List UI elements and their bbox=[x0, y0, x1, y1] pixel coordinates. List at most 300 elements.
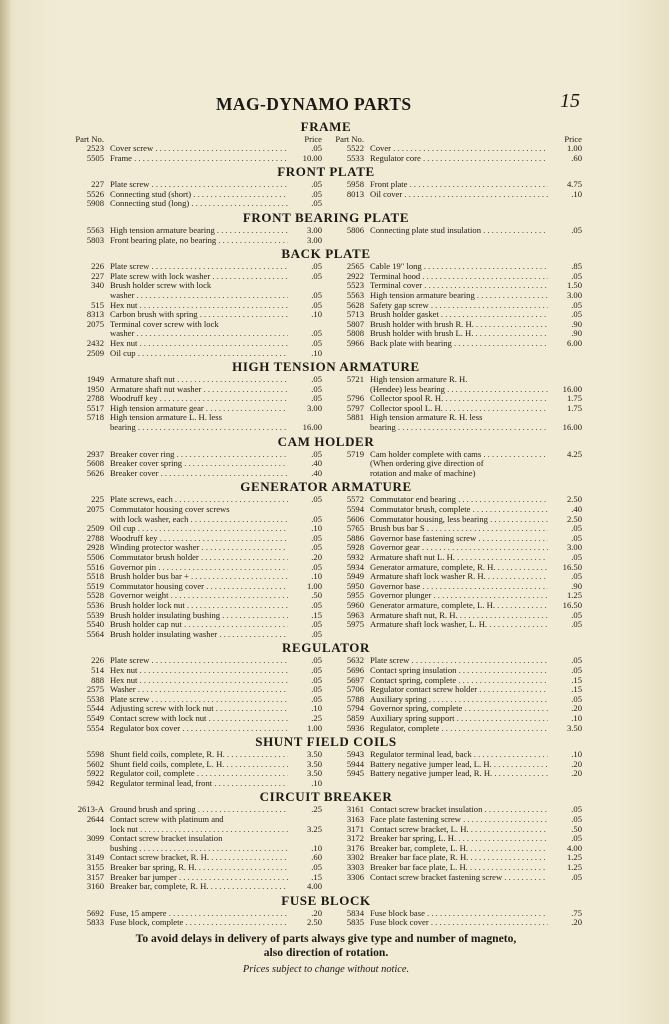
part-price: 16.50 bbox=[562, 561, 582, 572]
page-title: MAG-DYNAMO PARTS bbox=[216, 94, 412, 114]
column-right bbox=[326, 495, 586, 639]
table-row bbox=[326, 272, 586, 282]
table-row bbox=[66, 825, 326, 835]
table-row bbox=[66, 495, 326, 505]
section-columns bbox=[66, 262, 586, 358]
part-number: 5692 bbox=[86, 907, 104, 918]
part-price: 16.00 bbox=[302, 422, 322, 433]
part-description: Governor gear . . . bbox=[370, 543, 548, 553]
part-price: 1.00 bbox=[566, 143, 582, 153]
part-description: Plate screw . . . bbox=[110, 180, 288, 190]
part-price: 10.00 bbox=[302, 152, 322, 163]
table-row bbox=[66, 534, 326, 544]
part-description: Armature shaft lock washer R. H. . . . bbox=[370, 572, 548, 582]
part-description: Brush holder with brush L. H. . . . bbox=[370, 329, 548, 339]
table-row bbox=[66, 863, 326, 873]
part-description: Terminal cover . . . bbox=[370, 281, 548, 291]
table-row bbox=[66, 404, 326, 414]
table-row bbox=[66, 704, 326, 714]
part-description: Breaker bar spring, L. H. . . . bbox=[370, 834, 548, 844]
part-description: Commutator brush, complete . . . bbox=[370, 505, 548, 515]
table-row bbox=[66, 524, 326, 534]
part-description: Contact screw with lock nut . . . bbox=[110, 714, 288, 724]
part-price: .05 bbox=[311, 383, 322, 394]
part-price: .20 bbox=[571, 917, 582, 928]
part-price: .05 bbox=[571, 693, 582, 704]
part-number: 5696 bbox=[346, 664, 364, 675]
table-row bbox=[66, 515, 326, 525]
part-number: 5628 bbox=[346, 299, 364, 310]
part-price: .05 bbox=[311, 261, 322, 272]
section-title: FRONT PLATE bbox=[277, 164, 375, 180]
part-description: Battery negative jumper lead, L. H. . . . bbox=[370, 760, 548, 770]
column-right bbox=[326, 450, 586, 479]
table-row bbox=[326, 656, 586, 666]
table-row bbox=[66, 676, 326, 686]
table-row bbox=[326, 844, 586, 854]
part-price: .15 bbox=[311, 871, 322, 882]
part-price: .10 bbox=[571, 712, 582, 723]
table-row bbox=[66, 385, 326, 395]
part-number: 227 bbox=[91, 179, 104, 190]
part-description: Winding protector washer . . . bbox=[110, 543, 288, 553]
part-description: Breaker bar face plate, L. H. . . . bbox=[370, 863, 548, 873]
page-number: 15 bbox=[560, 90, 580, 112]
table-row bbox=[326, 423, 586, 433]
part-price: 4.25 bbox=[566, 448, 582, 459]
part-price: .05 bbox=[571, 571, 582, 582]
part-price: .05 bbox=[311, 393, 322, 404]
parts-list bbox=[66, 90, 586, 975]
part-description: Contact spring insulation . . . bbox=[370, 666, 548, 676]
part-description: High tension armature R. H. bbox=[370, 375, 468, 385]
table-row bbox=[326, 310, 586, 320]
part-number: 3099 bbox=[86, 833, 104, 844]
part-number: 2788 bbox=[86, 532, 104, 543]
table-row bbox=[66, 582, 326, 592]
section-title: HIGH TENSION ARMATURE bbox=[232, 359, 420, 375]
part-number: 3157 bbox=[86, 871, 104, 882]
part-description: Oil cover . . . bbox=[370, 190, 548, 200]
table-row bbox=[326, 534, 586, 544]
part-description: Armature shaft nut, R. H. . . . bbox=[370, 611, 548, 621]
part-price: .50 bbox=[571, 823, 582, 834]
table-row bbox=[326, 543, 586, 553]
part-description: washer . . . bbox=[110, 329, 288, 339]
part-number: 5721 bbox=[346, 374, 364, 385]
part-number: 226 bbox=[91, 261, 104, 272]
parts-section bbox=[66, 434, 586, 479]
part-description: High tension armature bearing . . . bbox=[370, 291, 548, 301]
part-price: .15 bbox=[571, 684, 582, 695]
part-description: Plate screw . . . bbox=[370, 656, 548, 666]
part-price: .90 bbox=[571, 328, 582, 339]
part-price: 16.00 bbox=[562, 422, 582, 433]
part-description: Face plate fastening screw . . . bbox=[370, 815, 548, 825]
part-number: 5505 bbox=[86, 152, 104, 163]
part-price: .05 bbox=[311, 299, 322, 310]
part-number: 5572 bbox=[346, 494, 364, 505]
table-row bbox=[326, 262, 586, 272]
section-title: FRAME bbox=[300, 119, 352, 134]
page-binding bbox=[0, 0, 10, 1024]
part-number: 5796 bbox=[346, 393, 364, 404]
part-price: 6.00 bbox=[566, 337, 582, 348]
table-row bbox=[66, 154, 326, 164]
part-price: 3.50 bbox=[306, 768, 322, 779]
part-number: 5960 bbox=[346, 599, 364, 610]
table-row bbox=[326, 704, 586, 714]
table-row bbox=[66, 553, 326, 563]
table-row bbox=[66, 591, 326, 601]
part-number: 2509 bbox=[86, 347, 104, 358]
part-number: 1949 bbox=[86, 374, 104, 385]
part-number: 226 bbox=[91, 655, 104, 666]
part-description: Terminal cover screw with lock bbox=[110, 319, 219, 329]
table-row bbox=[66, 844, 326, 854]
table-row bbox=[326, 601, 586, 611]
part-description: bearing . . . bbox=[370, 423, 548, 433]
part-description: Contact screw bracket, L. H. . . . bbox=[370, 825, 548, 835]
section-title: FRONT BEARING PLATE bbox=[242, 209, 410, 225]
part-price: .05 bbox=[311, 674, 322, 685]
part-price: .05 bbox=[311, 270, 322, 281]
part-price: .05 bbox=[571, 804, 582, 815]
table-row bbox=[326, 685, 586, 695]
part-number: 5528 bbox=[86, 590, 104, 601]
table-row bbox=[66, 882, 326, 892]
table-row bbox=[66, 349, 326, 359]
part-price: .05 bbox=[311, 374, 322, 385]
price-header: Price bbox=[564, 134, 582, 144]
part-price: .05 bbox=[311, 198, 322, 209]
part-price: 1.00 bbox=[306, 580, 322, 591]
table-row bbox=[326, 144, 586, 154]
table-row bbox=[66, 272, 326, 282]
part-price: 4.75 bbox=[566, 179, 582, 190]
table-row bbox=[326, 394, 586, 404]
part-price: .20 bbox=[571, 703, 582, 714]
part-description: Fuse block cover . . . bbox=[370, 918, 548, 928]
parts-section bbox=[66, 210, 586, 245]
table-row bbox=[326, 505, 586, 515]
part-price: .05 bbox=[571, 299, 582, 310]
part-no-header: Part No. bbox=[75, 134, 104, 144]
part-number: 5955 bbox=[346, 590, 364, 601]
part-price: .15 bbox=[311, 609, 322, 620]
table-row bbox=[66, 301, 326, 311]
table-row bbox=[66, 815, 326, 825]
table-row bbox=[326, 404, 586, 414]
part-price: .05 bbox=[571, 664, 582, 675]
part-number: 2075 bbox=[86, 504, 104, 515]
part-description: Oil cup . . . bbox=[110, 524, 288, 534]
part-price: .05 bbox=[311, 328, 322, 339]
part-price: 1.25 bbox=[566, 852, 582, 863]
part-price: 3.00 bbox=[566, 542, 582, 553]
table-row bbox=[326, 918, 586, 928]
parts-section bbox=[66, 640, 586, 733]
part-price: .15 bbox=[571, 674, 582, 685]
part-description: Cable 19" long . . . bbox=[370, 262, 548, 272]
part-price: .20 bbox=[571, 758, 582, 769]
part-number: 5506 bbox=[86, 552, 104, 562]
table-row bbox=[326, 329, 586, 339]
column-right bbox=[326, 375, 586, 433]
part-description: Plate screw with lock washer . . . bbox=[110, 272, 288, 282]
part-description: Terminal hood . . . bbox=[370, 272, 548, 282]
part-number: 2613-A bbox=[77, 804, 104, 815]
table-row bbox=[326, 834, 586, 844]
part-price: .20 bbox=[311, 552, 322, 562]
part-number: 340 bbox=[91, 280, 104, 291]
part-price: 1.75 bbox=[566, 402, 582, 413]
table-row bbox=[66, 144, 326, 154]
part-price: 1.00 bbox=[306, 722, 322, 733]
part-number: 515 bbox=[91, 299, 104, 310]
table-row bbox=[326, 301, 586, 311]
column-left bbox=[66, 805, 326, 891]
part-number: 5834 bbox=[346, 907, 364, 918]
part-price: .10 bbox=[311, 523, 322, 534]
part-description: Plate screw . . . bbox=[110, 262, 288, 272]
part-number: 5932 bbox=[346, 552, 364, 562]
column-left bbox=[66, 375, 326, 433]
column-header bbox=[66, 135, 326, 144]
table-row bbox=[66, 413, 326, 423]
table-row bbox=[326, 676, 586, 686]
table-row bbox=[326, 769, 586, 779]
part-description: Brush holder insulating bushing . . . bbox=[110, 611, 288, 621]
table-row bbox=[66, 572, 326, 582]
part-number: 8013 bbox=[346, 188, 364, 199]
column-left bbox=[66, 750, 326, 788]
table-row bbox=[66, 620, 326, 630]
parts-section bbox=[66, 893, 586, 928]
part-description: Breaker bar face plate, R. H. . . . bbox=[370, 853, 548, 863]
price-header: Price bbox=[304, 134, 322, 144]
part-description: Plate screw . . . bbox=[110, 695, 288, 705]
table-row bbox=[326, 695, 586, 705]
part-price: .05 bbox=[571, 833, 582, 844]
column-right bbox=[326, 135, 586, 163]
table-row bbox=[66, 630, 326, 640]
part-price: .10 bbox=[571, 749, 582, 760]
part-number: 5519 bbox=[86, 580, 104, 591]
part-number: 5943 bbox=[346, 749, 364, 760]
part-price: 3.50 bbox=[566, 722, 582, 733]
part-description: Regulator terminal lead, back . . . bbox=[370, 750, 548, 760]
part-description: High tension armature L. H. less bbox=[110, 413, 222, 423]
part-number: 5936 bbox=[346, 722, 364, 733]
part-description: Auxiliary spring support . . . bbox=[370, 714, 548, 724]
part-price: 3.50 bbox=[306, 758, 322, 769]
part-description: bearing . . . bbox=[110, 423, 288, 433]
table-row bbox=[66, 450, 326, 460]
part-number: 5697 bbox=[346, 674, 364, 685]
part-description: Commutator housing cover . . . bbox=[110, 582, 288, 592]
table-row bbox=[326, 563, 586, 573]
part-description: Cover . . . bbox=[370, 144, 548, 154]
part-number: 3161 bbox=[346, 804, 364, 815]
part-number: 5606 bbox=[346, 513, 364, 524]
part-number: 2575 bbox=[86, 684, 104, 695]
table-row bbox=[326, 825, 586, 835]
part-price: 3.00 bbox=[566, 289, 582, 300]
part-number: 5788 bbox=[346, 693, 364, 704]
part-price: 2.50 bbox=[566, 494, 582, 505]
part-number: 5719 bbox=[346, 448, 364, 459]
part-number: 2509 bbox=[86, 523, 104, 534]
section-columns bbox=[66, 135, 586, 163]
part-price: .05 bbox=[571, 619, 582, 630]
part-description: Armature shaft nut L. H. . . . bbox=[370, 553, 548, 563]
part-description: Contact screw bracket insulation . . . bbox=[370, 805, 548, 815]
part-number: 5928 bbox=[346, 542, 364, 553]
part-price: .10 bbox=[311, 347, 322, 358]
table-row bbox=[66, 779, 326, 789]
table-row bbox=[326, 281, 586, 291]
part-price: .05 bbox=[311, 532, 322, 543]
part-description: Hex nut . . . bbox=[110, 676, 288, 686]
part-description: Regulator contact screw holder . . . bbox=[370, 685, 548, 695]
part-description: Commutator housing, less bearing . . . bbox=[370, 515, 548, 525]
part-number: 3149 bbox=[86, 852, 104, 863]
part-number: 5517 bbox=[86, 402, 104, 413]
section-title: FUSE BLOCK bbox=[281, 892, 371, 908]
footer-note bbox=[66, 932, 586, 959]
part-number: 5966 bbox=[346, 337, 364, 348]
part-number: 225 bbox=[91, 494, 104, 505]
part-description: Regulator, complete . . . bbox=[370, 724, 548, 734]
part-description: washer . . . bbox=[110, 291, 288, 301]
part-price: 16.50 bbox=[562, 599, 582, 610]
table-row bbox=[66, 601, 326, 611]
part-price: .05 bbox=[571, 609, 582, 620]
part-description: Frame . . . bbox=[110, 154, 288, 164]
part-number: 5626 bbox=[86, 467, 104, 478]
part-description: Breaker cover ring . . . bbox=[110, 450, 288, 460]
section-columns bbox=[66, 656, 586, 733]
part-description: Breaker cover . . . bbox=[110, 469, 288, 479]
table-row bbox=[66, 262, 326, 272]
part-description: Brush holder screw with lock bbox=[110, 281, 212, 291]
table-row bbox=[326, 620, 586, 630]
table-row bbox=[66, 310, 326, 320]
table-row bbox=[326, 805, 586, 815]
part-description: Hex nut . . . bbox=[110, 339, 288, 349]
table-row bbox=[66, 656, 326, 666]
part-number: 5835 bbox=[346, 917, 364, 928]
part-price: .05 bbox=[571, 552, 582, 562]
table-row bbox=[66, 611, 326, 621]
part-number: 5713 bbox=[346, 309, 364, 320]
part-price: .05 bbox=[571, 309, 582, 320]
part-description: Breaker bar jumper . . . bbox=[110, 873, 288, 883]
part-description: Governor pin . . . bbox=[110, 563, 288, 573]
part-price: .05 bbox=[311, 862, 322, 873]
part-number: 5881 bbox=[346, 412, 364, 423]
table-row bbox=[66, 180, 326, 190]
table-row bbox=[66, 375, 326, 385]
part-number: 2937 bbox=[86, 448, 104, 459]
part-number: 5563 bbox=[346, 289, 364, 300]
part-description: Carbon brush with spring . . . bbox=[110, 310, 288, 320]
part-price: .05 bbox=[311, 513, 322, 524]
part-description: bushing . . . bbox=[110, 844, 288, 854]
part-description: Auxiliary spring . . . bbox=[370, 695, 548, 705]
table-row bbox=[66, 805, 326, 815]
part-number: 5564 bbox=[86, 628, 104, 639]
section-title: CAM HOLDER bbox=[277, 433, 375, 449]
part-price: 1.50 bbox=[566, 280, 582, 291]
part-description: Oil cup . . . bbox=[110, 349, 288, 359]
part-price: .05 bbox=[311, 561, 322, 572]
column-header bbox=[326, 135, 586, 144]
part-price: 1.25 bbox=[566, 862, 582, 873]
part-number: 3171 bbox=[346, 823, 364, 834]
part-price: .05 bbox=[311, 599, 322, 610]
part-description: Commutator brush holder . . . bbox=[110, 553, 288, 563]
part-description: Adjusting screw with lock nut . . . bbox=[110, 704, 288, 714]
part-description: Fuse block base . . . bbox=[370, 909, 548, 919]
part-number: 2523 bbox=[86, 143, 104, 153]
part-description: High tension armature bearing . . . bbox=[110, 226, 288, 236]
table-row bbox=[326, 450, 586, 460]
part-description: Brush holder gasket . . . bbox=[370, 310, 548, 320]
table-row bbox=[326, 853, 586, 863]
part-price: .20 bbox=[571, 768, 582, 779]
part-number: 2928 bbox=[86, 542, 104, 553]
table-row bbox=[326, 154, 586, 164]
part-description: Brush bus bar S . . . bbox=[370, 524, 548, 534]
part-number: 2644 bbox=[86, 814, 104, 825]
table-row bbox=[326, 750, 586, 760]
part-number: 5922 bbox=[86, 768, 104, 779]
table-row bbox=[326, 611, 586, 621]
part-number: 5602 bbox=[86, 758, 104, 769]
part-number: 5563 bbox=[86, 224, 104, 235]
table-row bbox=[326, 863, 586, 873]
column-left bbox=[66, 656, 326, 733]
part-price: .40 bbox=[311, 467, 322, 478]
table-row bbox=[66, 724, 326, 734]
table-row bbox=[326, 515, 586, 525]
table-row bbox=[326, 339, 586, 349]
part-description: Collector spool L. H. . . . bbox=[370, 404, 548, 414]
column-right bbox=[326, 750, 586, 788]
part-description: Contact spring, complete . . . bbox=[370, 676, 548, 686]
part-number: 888 bbox=[91, 674, 104, 685]
part-number: 3306 bbox=[346, 871, 364, 882]
part-number: 5963 bbox=[346, 609, 364, 620]
column-right bbox=[326, 262, 586, 358]
part-number: 5554 bbox=[86, 722, 104, 733]
part-number: 5833 bbox=[86, 917, 104, 928]
table-row bbox=[66, 469, 326, 479]
part-price: 3.00 bbox=[306, 234, 322, 245]
part-number: 5526 bbox=[86, 188, 104, 199]
part-description: Plate screws, each . . . bbox=[110, 495, 288, 505]
table-row bbox=[66, 339, 326, 349]
table-row bbox=[66, 423, 326, 433]
section-columns bbox=[66, 375, 586, 433]
part-number: 5632 bbox=[346, 655, 364, 666]
part-price: .05 bbox=[311, 664, 322, 675]
part-price: .05 bbox=[311, 143, 322, 153]
table-row bbox=[66, 320, 326, 330]
part-description: Hex nut . . . bbox=[110, 301, 288, 311]
